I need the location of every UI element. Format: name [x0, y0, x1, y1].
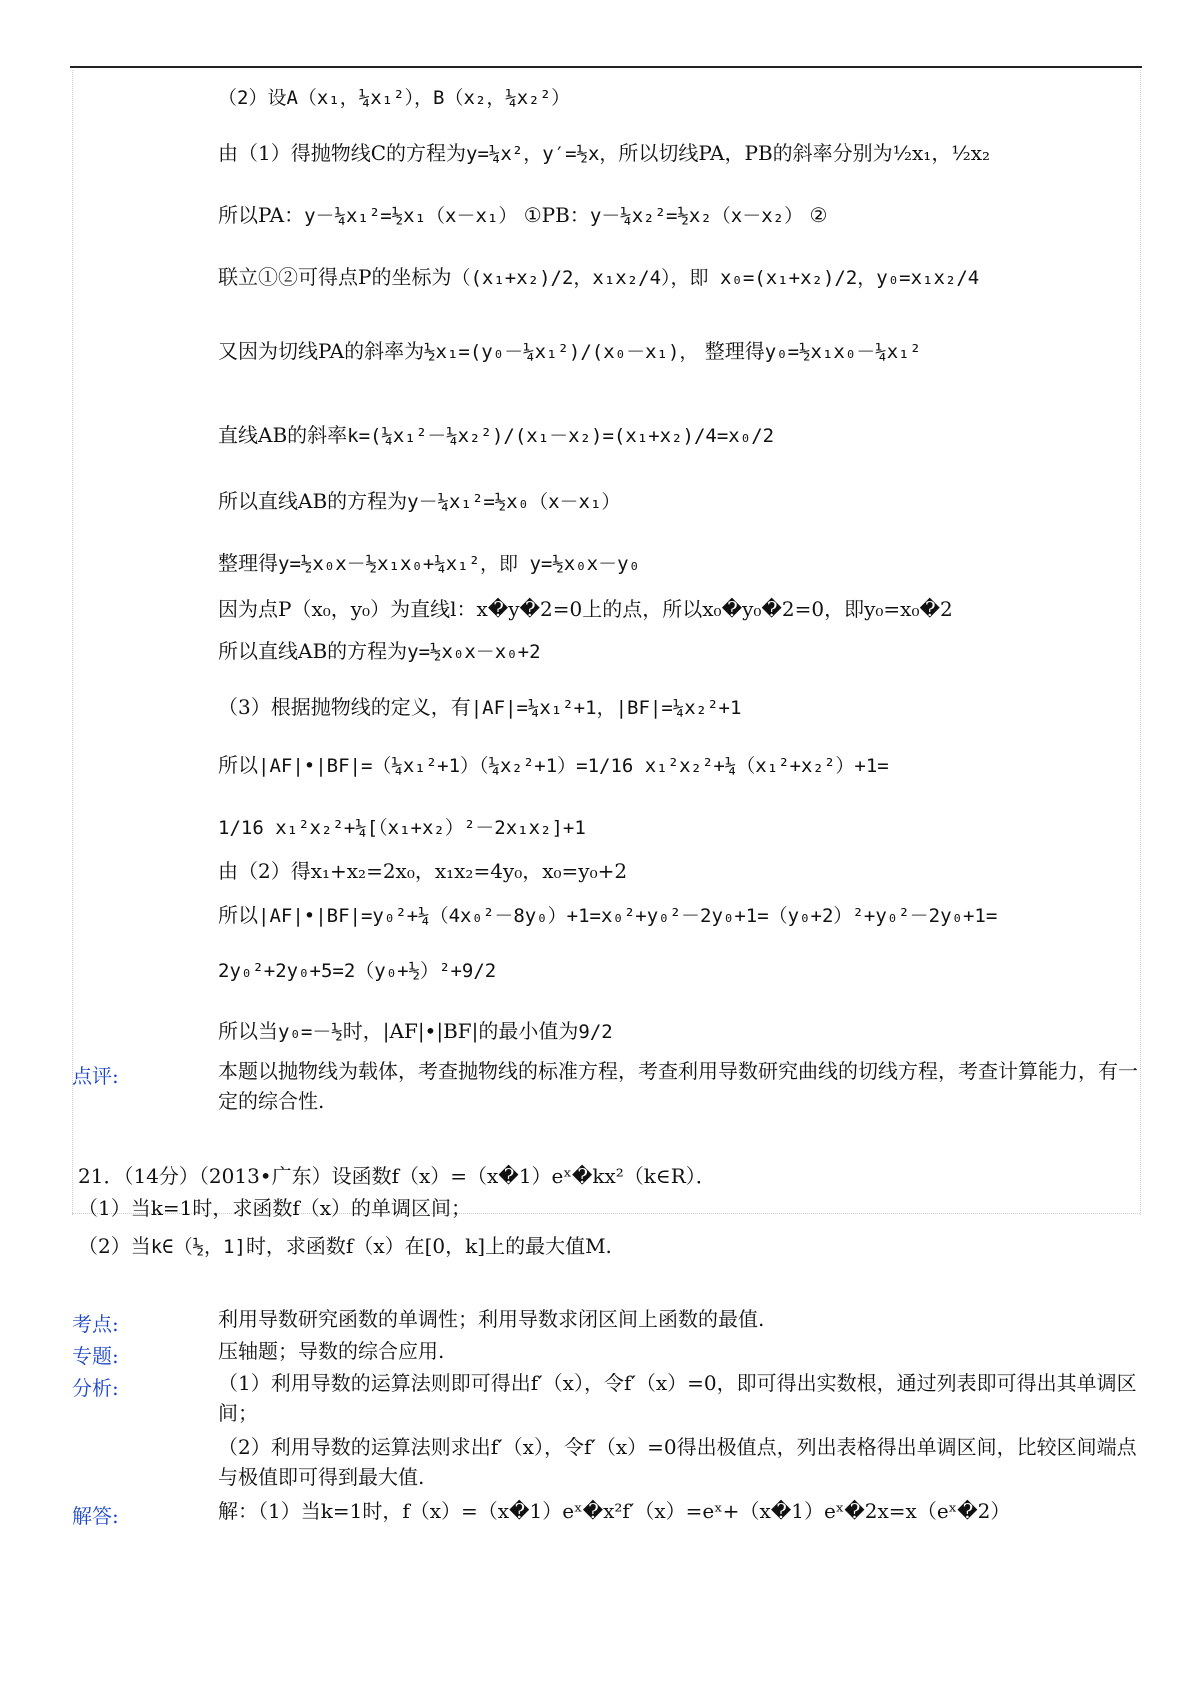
right-dotted-border: [1140, 70, 1141, 1215]
p3-line5: 所以|AF|•|BF|=y₀²+¼（4x₀²－8y₀）+1=x₀²+y₀²－2y₀+1=（y₀+2）²+y₀²－2y₀+1=: [218, 903, 998, 927]
zhuanti-label: 专题:: [72, 1344, 119, 1368]
jieda-label: 解答:: [72, 1504, 119, 1528]
left-dotted-border: [72, 70, 73, 1215]
q21-part1: （1）当k=1时，求函数f（x）的单调区间；: [78, 1196, 472, 1220]
jieda-text: 解：（1）当k=1时，f（x）=（x�1）eˣ�x²f′（x）=eˣ+（x�1）eˣ�2x=x（eˣ�2）: [218, 1499, 1011, 1523]
p2-line3: 联立①②可得点P的坐标为（(x₁+x₂)/2，x₁x₂/4），即 x₀=(x₁+x₂)/2，y₀=x₁x₂/4: [218, 265, 980, 289]
p2-line7: 整理得y=½x₀x－½x₁x₀+¼x₁²，即 y=½x₀x－y₀: [218, 551, 640, 575]
fenxi-label: 分析:: [72, 1376, 119, 1400]
p3-line6: 2y₀²+2y₀+5=2（y₀+½）²+9/2: [218, 960, 497, 982]
zhuanti-text: 压轴题；导数的综合应用.: [218, 1339, 445, 1363]
review-text: 本题以抛物线为载体，考查抛物线的标准方程，考查利用导数研究曲线的切线方程，考查计算能力，有一定的综合性.: [218, 1059, 1138, 1113]
p2-line5: 直线AB的斜率k=(¼x₁²－¼x₂²)/(x₁－x₂)=(x₁+x₂)/4=x₀/2: [218, 423, 775, 447]
p2-intro: （2）设A（x₁，¼x₁²），B（x₂，¼x₂²）: [218, 87, 571, 109]
p2-line6: 所以直线AB的方程为y－¼x₁²=½x₀（x－x₁）: [218, 489, 621, 513]
q21-title: 21．（14分）（2013•广东）设函数f（x）=（x�1）eˣ�kx²（k∈R）．: [78, 1164, 716, 1188]
p3-line1: （3）根据抛物线的定义，有|AF|=¼x₁²+1，|BF|=¼x₂²+1: [218, 695, 742, 719]
review-label: 点评:: [72, 1064, 119, 1088]
fenxi-text-2: （2）利用导数的运算法则求出f′（x），令f′（x）=0得出极值点，列出表格得出单调区间，比较区间端点与极值即可得到最大值.: [218, 1435, 1137, 1489]
p2-line1: 由（1）得抛物线C的方程为y=¼x²，y′=½x，所以切线PA，PB的斜率分别为½x₁，½x₂: [218, 141, 991, 165]
top-rule: [70, 66, 1142, 68]
fenxi-text-1: （1）利用导数的运算法则即可得出f′（x），令f′（x）=0，即可得出实数根，通过列表即可得出其单调区间；: [218, 1371, 1137, 1425]
kaodian-label: 考点:: [72, 1312, 119, 1336]
p2-line9: 所以直线AB的方程为y=½x₀x－x₀+2: [218, 639, 541, 663]
p3-line2: 所以|AF|•|BF|=（¼x₁²+1）（¼x₂²+1）=1/16 x₁²x₂²+¼（x₁²+x₂²）+1=: [218, 753, 889, 777]
kaodian-text: 利用导数研究函数的单调性；利用导数求闭区间上函数的最值.: [218, 1307, 765, 1331]
p3-line4: 由（2）得x₁+x₂=2x₀，x₁x₂=4y₀，x₀=y₀+2: [218, 859, 628, 883]
p2-line8: 因为点P（x₀，y₀）为直线l：x�y�2=0上的点，所以x₀�y₀�2=0，即y₀=x₀�2: [218, 597, 953, 621]
p3-line3: 1/16 x₁²x₂²+¼[（x₁+x₂）²－2x₁x₂]+1: [218, 817, 586, 839]
p3-line7: 所以当y₀=－½时，|AF|•|BF|的最小值为9/2: [218, 1019, 613, 1043]
q21-part2: （2）当k∈（½，1]时，求函数f（x）在[0，k]上的最大值M.: [78, 1234, 612, 1258]
p2-line4: 又因为切线PA的斜率为½x₁=(y₀－¼x₁²)/(x₀－x₁)， 整理得y₀=½x₁x₀－¼x₁²: [218, 339, 922, 363]
p2-line2: 所以PA：y－¼x₁²=½x₁（x－x₁） ①PB：y－¼x₂²=½x₂（x－x₂） ②: [218, 203, 828, 227]
